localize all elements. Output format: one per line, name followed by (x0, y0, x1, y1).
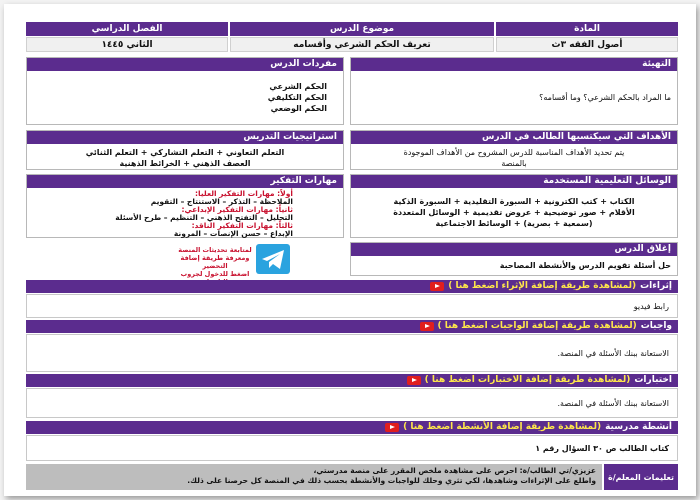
tests-text: الاستعانة ببنك الأسئلة في المنصة. (557, 398, 669, 408)
vocab-item: الحكم الشرعي (269, 82, 327, 91)
closing-text: حل أسئلة تقويم الدرس والأنشطة المصاحبة (499, 261, 671, 270)
objectives-line: يتم تحديد الأهداف المناسبة للدرس المشروح من الأهداف الموجودة (403, 148, 625, 157)
intro-box (350, 57, 678, 125)
activities-link[interactable]: (لمشاهدة طريقة إضافة الأنشطة اضغط هنا ) (403, 422, 602, 432)
subject-label: المادة (496, 22, 678, 36)
enrichment-text: رابط فيديو (633, 301, 669, 311)
teacher-notes-line: عزيزي/تي الطالب/ة: احرص على مشاهدة ملخص المقرر على منصة مدرستي، (313, 466, 596, 475)
vocab-title: مفردات الدرس (27, 58, 343, 71)
homework-text: الاستعانة ببنك الأسئلة في المنصة. (557, 348, 669, 358)
tests-body (26, 388, 678, 418)
topic-label: موضوع الدرس (230, 22, 494, 36)
thinking-heading: ثالثاً: مهارات التفكير الناقد: (191, 221, 293, 230)
activities-bar (26, 421, 678, 434)
thinking-text: الملاحظة – التذكر – الاستنتاج – التقويم (150, 197, 293, 206)
term-label: الفصل الدراسي (26, 22, 228, 36)
vocab-box (26, 57, 344, 125)
youtube-icon[interactable] (420, 322, 434, 331)
telegram-line: ومعرفة طريقة إضافة التحضير (180, 254, 250, 270)
teacher-notes-text (26, 464, 602, 490)
activities-title: أنشطة مدرسية (605, 422, 672, 432)
telegram-icon[interactable] (256, 244, 290, 274)
youtube-icon[interactable] (407, 376, 421, 385)
closing-title: إغلاق الدرس (351, 243, 677, 256)
activities-text: كتاب الطالب ص ٣٠ السؤال رقم ١ (535, 443, 669, 453)
closing-box (350, 242, 678, 276)
aids-line: الأقلام + صور توضيحية + عروض تقديمية + الوسائل المتعددة (393, 208, 635, 217)
teacher-notes-line: واطلع على الإثراءات وشاهدها، لكي تثري وحلك للواجبات والأنشطة بحسب ذلك في المنصة كل حرصنا على ذلك. (187, 476, 596, 485)
lesson-plan-page (4, 4, 696, 496)
enrichment-title: إثراءات (640, 281, 672, 291)
subject-value: أصول الفقه ٣ث (496, 37, 678, 52)
enrichment-bar (26, 280, 678, 293)
activities-body (26, 435, 678, 461)
topic-value: تعريف الحكم الشرعي وأقسامه (230, 37, 494, 52)
objectives-title: الأهداف التي سيكتسبها الطالب في الدرس (351, 131, 677, 144)
thinking-heading: ثانياً: مهارات التفكير الإبداعي: (181, 205, 293, 214)
telegram-promo[interactable] (26, 242, 344, 276)
homework-bar (26, 320, 678, 333)
aids-title: الوسائل التعليمية المستخدمة (351, 175, 677, 188)
vocab-item: الحكم الوضعي (270, 104, 327, 113)
strategies-line: التعلم التعاوني + التعلم التشاركي + التعلم الثنائي (85, 148, 285, 157)
youtube-icon[interactable] (430, 282, 444, 291)
thinking-title: مهارات التفكير (27, 175, 343, 188)
telegram-line: اضغط للدخول لجروب (180, 270, 250, 278)
strategies-line: العصف الذهني + الخرائط الذهنية (119, 159, 251, 168)
youtube-icon[interactable] (385, 423, 399, 432)
homework-link[interactable]: (لمشاهدة طريقة إضافة الواجبات اضغط هنا ) (437, 321, 637, 331)
aids-line: (سمعية + بصرية) + الوسائط الاجتماعية (435, 219, 593, 228)
tests-link[interactable]: (لمشاهدة طريقة إضافة الاختبارات اضغط هنا ) (424, 375, 631, 385)
enrichment-body (26, 294, 678, 318)
thinking-text: الإبداع – حسن الإنصات – المرونة (173, 229, 293, 238)
tests-title: اختبارات (634, 375, 672, 385)
term-value: الثاني ١٤٤٥ (26, 37, 228, 52)
teacher-notes-label: تعليمات المعلم/ة (604, 464, 678, 490)
vocab-item: الحكم التكليفي (267, 93, 327, 102)
tests-bar (26, 374, 678, 387)
thinking-text: التحليل – التفتح الذهني – التنظيم – طرح الأسئلة (115, 213, 293, 222)
thinking-heading: أولاً: مهارات التفكير العليا: (195, 189, 293, 198)
objectives-box (350, 130, 678, 170)
aids-box (350, 174, 678, 238)
strategies-title: استراتيجيات التدريس (27, 131, 343, 144)
homework-title: واجبات (640, 321, 672, 331)
intro-text: ما المراد بالحكم الشرعي؟ وما أقسامه؟ (539, 93, 671, 102)
aids-line: الكتاب + كتب الكترونية + السبورة التقليدية + السبورة الذكية (393, 197, 635, 206)
strategies-box (26, 130, 344, 170)
homework-body (26, 334, 678, 372)
thinking-box (26, 174, 344, 238)
intro-title: التهيئة (351, 58, 677, 71)
enrichment-link[interactable]: (لمشاهدة طريقة إضافة الإثراء اضغط هنا ) (448, 281, 637, 291)
objectives-line: بالمنصة (501, 159, 527, 168)
telegram-line: لمتابعة تحديثات المنصة (178, 246, 252, 254)
